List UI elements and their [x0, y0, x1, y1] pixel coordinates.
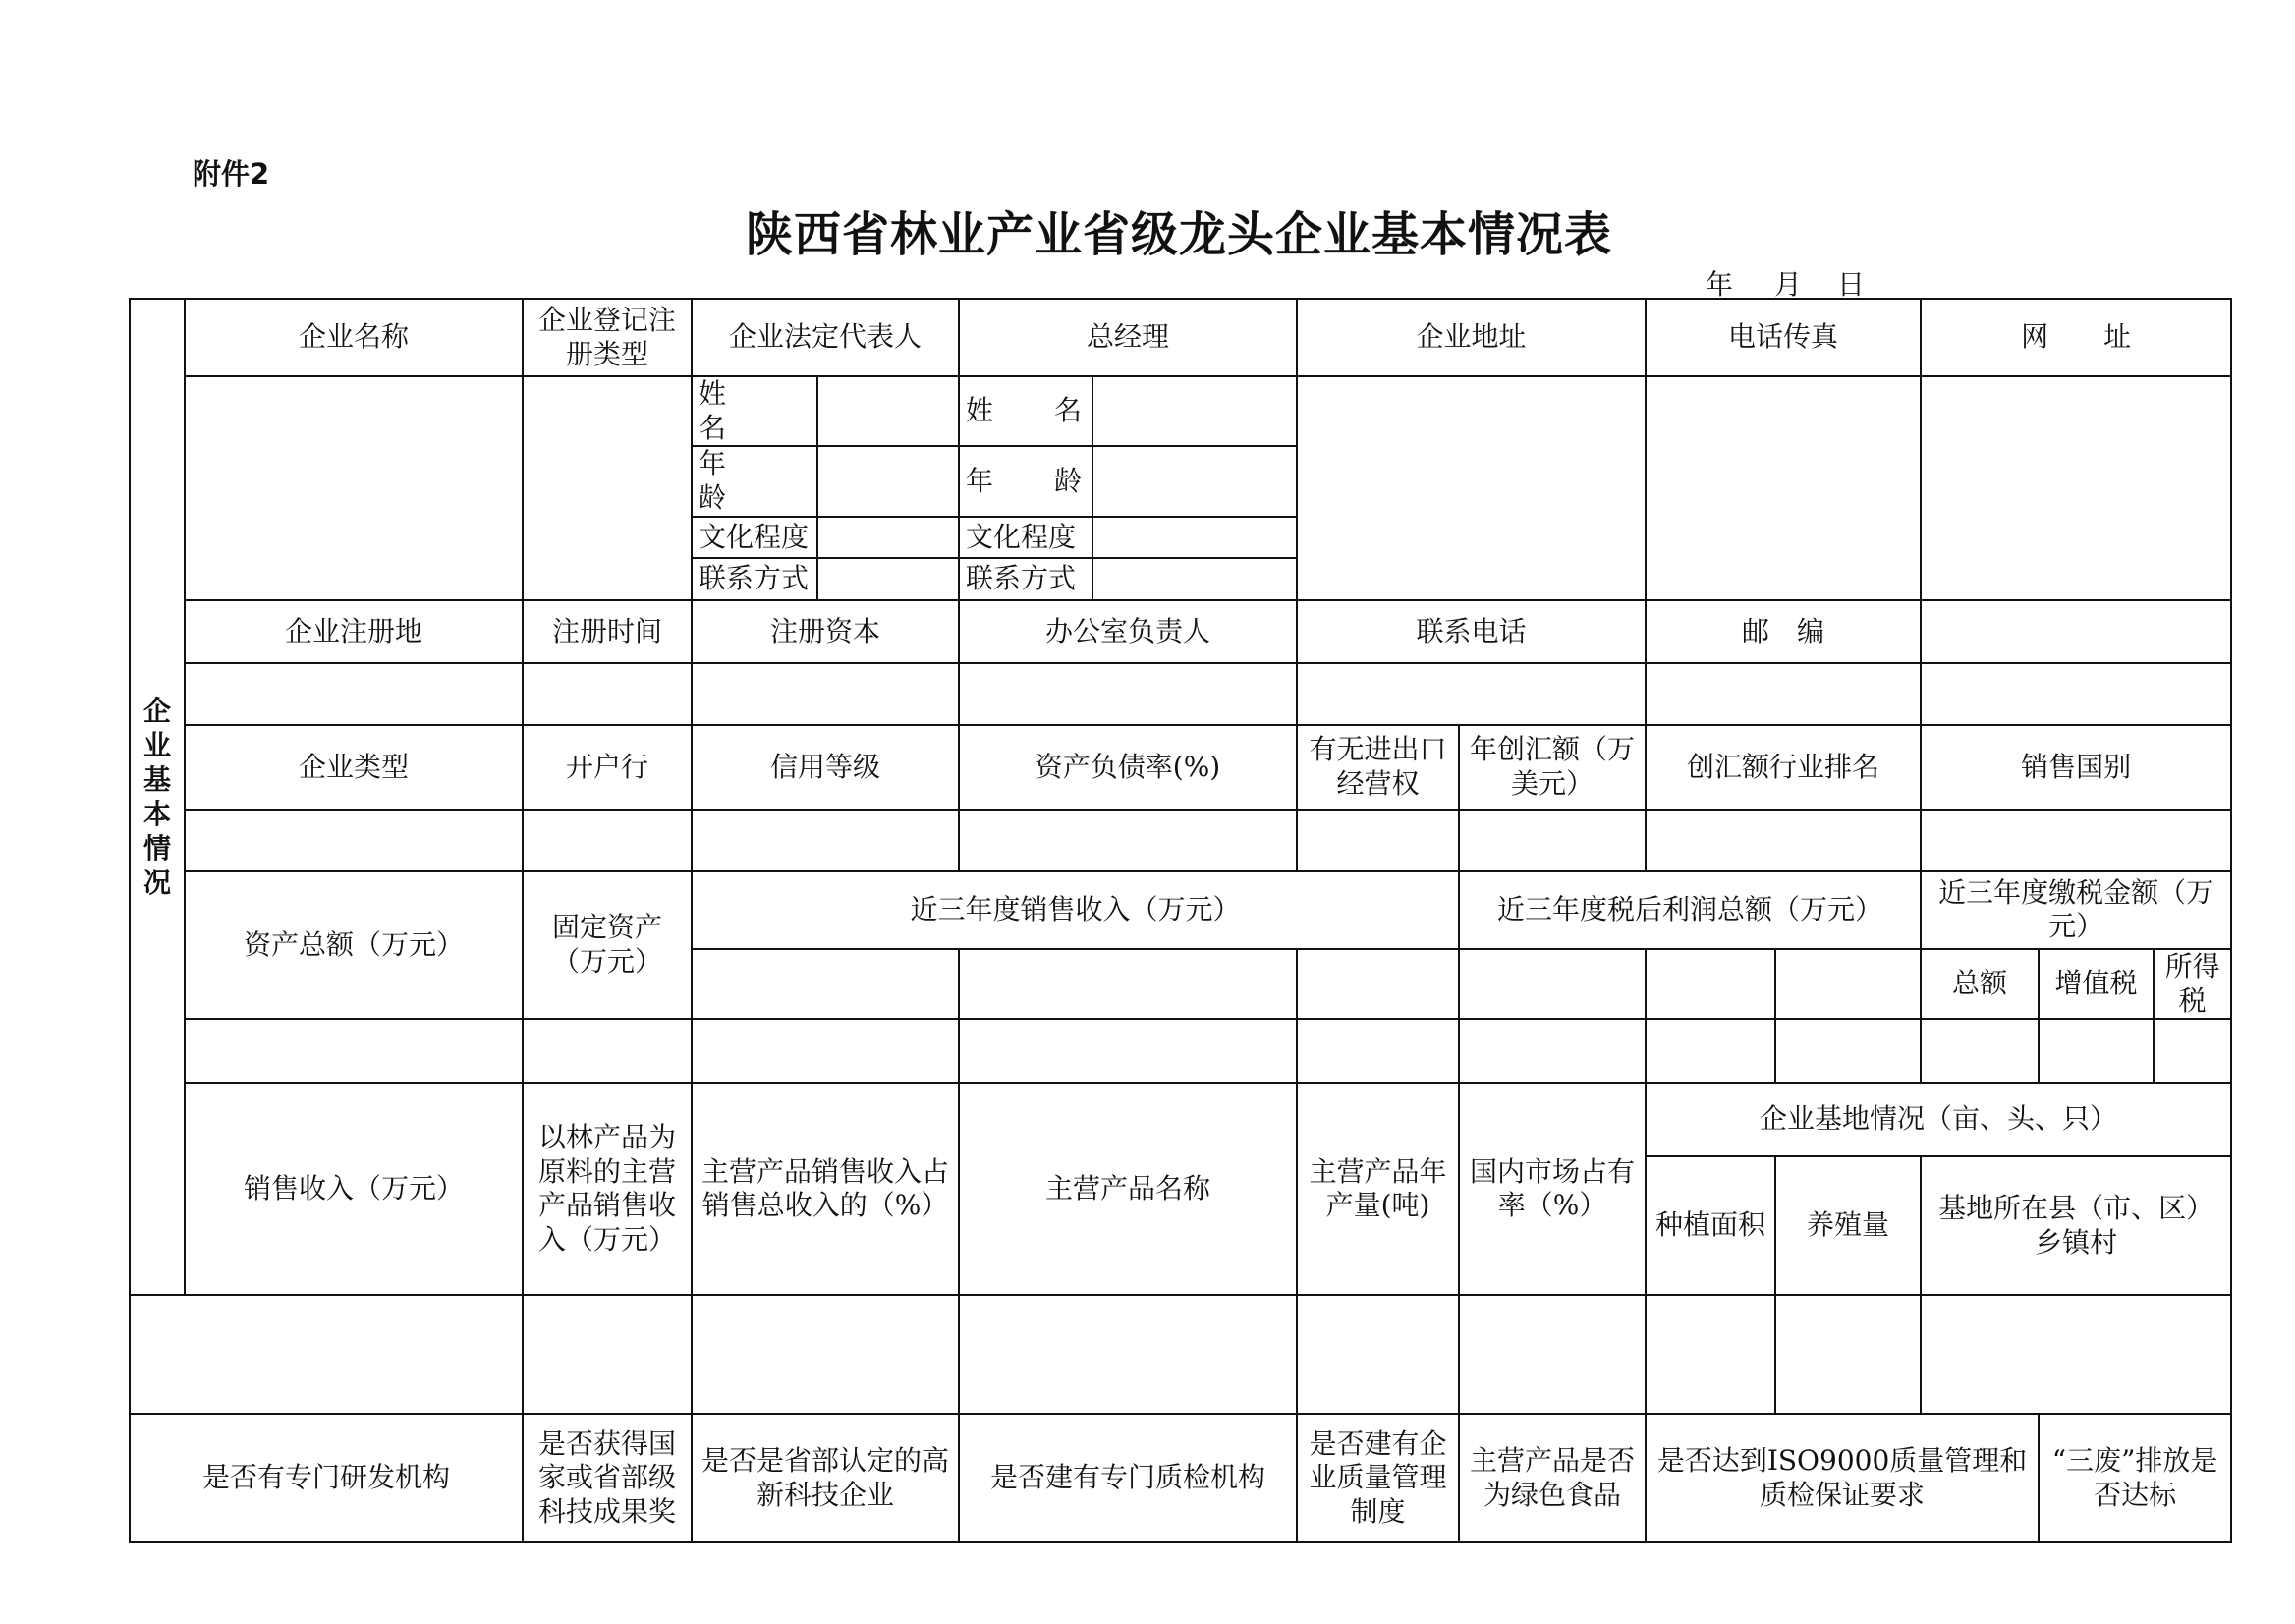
header-sales-3yr: 近三年度销售收入（万元）: [692, 871, 1459, 949]
cell-annual-forex[interactable]: [1459, 810, 1646, 871]
cell-main-product[interactable]: [959, 1295, 1297, 1414]
header-website: 网 址: [1921, 299, 2231, 376]
label-gm-age: 年 龄: [959, 446, 1092, 516]
header-plant-area: 种植面积: [1646, 1156, 1775, 1295]
header-profit-3yr: 近三年度税后利润总额（万元）: [1459, 871, 1921, 949]
cell-company-name[interactable]: [185, 376, 523, 600]
header-annual-forex: 年创汇额（万美元）: [1459, 725, 1646, 810]
header-contact-phone: 联系电话: [1297, 600, 1646, 663]
header-annual-output: 主营产品年产量(吨): [1297, 1083, 1459, 1295]
cell-sales-val-2[interactable]: [959, 1019, 1297, 1083]
cell-profit-val-1[interactable]: [1459, 1019, 1646, 1083]
side-label-enterprise-basic: 企 业 基 本 情 况: [130, 299, 185, 1295]
header-bank: 开户行: [523, 725, 692, 810]
label-legal-age: 年 龄: [692, 446, 817, 516]
header-address: 企业地址: [1297, 299, 1646, 376]
cell-blank[interactable]: [1921, 663, 2231, 725]
cell-forex-rank[interactable]: [1646, 810, 1921, 871]
cell-reg-time[interactable]: [523, 663, 692, 725]
cell-gm-name[interactable]: [1092, 376, 1297, 446]
header-main-share: 主营产品销售收入占销售总收入的（%）: [692, 1083, 959, 1295]
header-company-name: 企业名称: [185, 299, 523, 376]
cell-legal-contact[interactable]: [817, 558, 959, 600]
date-year-label: 年: [1706, 268, 1734, 301]
cell-income-tax[interactable]: [2154, 1019, 2231, 1083]
cell-gm-education[interactable]: [1092, 517, 1297, 558]
cell-website[interactable]: [1921, 376, 2231, 600]
label-legal-contact: 联系方式: [692, 558, 817, 600]
header-legal-rep: 企业法定代表人: [692, 299, 959, 376]
attachment-label: 附件2: [193, 157, 270, 191]
header-debt-ratio: 资产负债率(%): [959, 725, 1297, 810]
header-general-manager: 总经理: [959, 299, 1297, 376]
cell-legal-age[interactable]: [817, 446, 959, 516]
header-credit-rating: 信用等级: [692, 725, 959, 810]
cell-reg-type[interactable]: [523, 376, 692, 600]
cell-profit-val-2[interactable]: [1646, 1019, 1775, 1083]
header-postcode: 邮 编: [1646, 600, 1921, 663]
date-day-label: 日: [1837, 268, 1866, 301]
cell-bank[interactable]: [523, 810, 692, 871]
cell-market-share[interactable]: [1459, 1295, 1646, 1414]
cell-import-export[interactable]: [1297, 810, 1459, 871]
header-reg-capital: 注册资本: [692, 600, 959, 663]
cell-sales-revenue[interactable]: [130, 1295, 523, 1414]
header-main-product: 主营产品名称: [959, 1083, 1297, 1295]
cell-fixed-assets[interactable]: [523, 1019, 692, 1083]
cell-sales-year-1[interactable]: [692, 949, 959, 1019]
cell-gm-contact[interactable]: [1092, 558, 1297, 600]
cell-sales-val-3[interactable]: [1297, 1019, 1459, 1083]
label-gm-name: 姓 名: [959, 376, 1092, 446]
cell-tax-total[interactable]: [1921, 1019, 2039, 1083]
header-income-tax: 所得税: [2154, 949, 2231, 1019]
cell-credit-rating[interactable]: [692, 810, 959, 871]
label-legal-education: 文化程度: [692, 517, 817, 558]
header-base-info: 企业基地情况（亩、头、只）: [1646, 1083, 2231, 1156]
header-forest-sales: 以林产品为原料的主营产品销售收入（万元）: [523, 1083, 692, 1295]
cell-reg-capital[interactable]: [692, 663, 959, 725]
header-company-type: 企业类型: [185, 725, 523, 810]
cell-gm-age[interactable]: [1092, 446, 1297, 516]
cell-profit-year-2[interactable]: [1646, 949, 1775, 1019]
header-office-head: 办公室负责人: [959, 600, 1297, 663]
header-breeding: 养殖量: [1775, 1156, 1921, 1295]
label-gm-education: 文化程度: [959, 517, 1092, 558]
cell-annual-output[interactable]: [1297, 1295, 1459, 1414]
header-reg-place: 企业注册地: [185, 600, 523, 663]
header-total-assets: 资产总额（万元）: [185, 871, 523, 1019]
header-tax-3yr: 近三年度缴税金额（万元）: [1921, 871, 2231, 949]
enterprise-info-form: [129, 298, 2232, 1543]
cell-plant-area[interactable]: [1646, 1295, 1775, 1414]
cell-legal-education[interactable]: [817, 517, 959, 558]
header-green-food: 主营产品是否为绿色食品: [1459, 1414, 1646, 1542]
cell-debt-ratio[interactable]: [959, 810, 1297, 871]
cell-sales-year-3[interactable]: [1297, 949, 1459, 1019]
header-iso: 是否达到ISO9000质量管理和质检保证要求: [1646, 1414, 2039, 1542]
cell-reg-place[interactable]: [185, 663, 523, 725]
cell-contact-phone[interactable]: [1297, 663, 1646, 725]
header-base-location: 基地所在县（市、区）乡镇村: [1921, 1156, 2231, 1295]
cell-postcode-extra[interactable]: [1646, 663, 1921, 725]
cell-sales-countries[interactable]: [1921, 810, 2231, 871]
label-gm-contact: 联系方式: [959, 558, 1092, 600]
cell-profit-year-1[interactable]: [1459, 949, 1646, 1019]
cell-sales-val-1[interactable]: [692, 1019, 959, 1083]
label-legal-name: 姓 名: [692, 376, 817, 446]
header-sales-countries: 销售国别: [1921, 725, 2231, 810]
cell-profit-val-3[interactable]: [1775, 1019, 1921, 1083]
cell-base-location[interactable]: [1921, 1295, 2231, 1414]
header-waste: “三废”排放是否达标: [2039, 1414, 2231, 1542]
header-vat: 增值税: [2039, 949, 2154, 1019]
header-sales-revenue: 销售收入（万元）: [185, 1083, 523, 1295]
cell-legal-name[interactable]: [817, 376, 959, 446]
header-hightech: 是否是省部认定的高新科技企业: [692, 1414, 959, 1542]
header-qc-org: 是否建有专门质检机构: [959, 1414, 1297, 1542]
header-reg-type: 企业登记注册类型: [523, 299, 692, 376]
cell-address[interactable]: [1297, 376, 1646, 600]
date-month-label: 月: [1774, 268, 1803, 301]
cell-main-share[interactable]: [692, 1295, 959, 1414]
header-tax-total: 总额: [1921, 949, 2039, 1019]
header-fixed-assets: 固定资产（万元）: [523, 871, 692, 1019]
cell-total-assets[interactable]: [185, 1019, 523, 1083]
page-title: 陕西省林业产业省级龙头企业基本情况表: [745, 207, 1612, 262]
cell-company-type[interactable]: [185, 810, 523, 871]
cell-vat[interactable]: [2039, 1019, 2154, 1083]
cell-sales-year-2[interactable]: [959, 949, 1297, 1019]
header-market-share: 国内市场占有率（%）: [1459, 1083, 1646, 1295]
header-reg-time: 注册时间: [523, 600, 692, 663]
cell-phone-fax[interactable]: [1646, 376, 1921, 600]
header-phone-fax: 电话传真: [1646, 299, 1921, 376]
header-forex-rank: 创汇额行业排名: [1646, 725, 1921, 810]
cell-postcode[interactable]: [1921, 600, 2231, 663]
header-import-export: 有无进出口经营权: [1297, 725, 1459, 810]
cell-forest-sales[interactable]: [523, 1295, 692, 1414]
header-rd: 是否有专门研发机构: [130, 1414, 523, 1542]
cell-office-head[interactable]: [959, 663, 1297, 725]
header-award: 是否获得国家或省部级科技成果奖: [523, 1414, 692, 1542]
header-qm-system: 是否建有企业质量管理制度: [1297, 1414, 1459, 1542]
cell-breeding[interactable]: [1775, 1295, 1921, 1414]
cell-profit-year-3[interactable]: [1775, 949, 1921, 1019]
